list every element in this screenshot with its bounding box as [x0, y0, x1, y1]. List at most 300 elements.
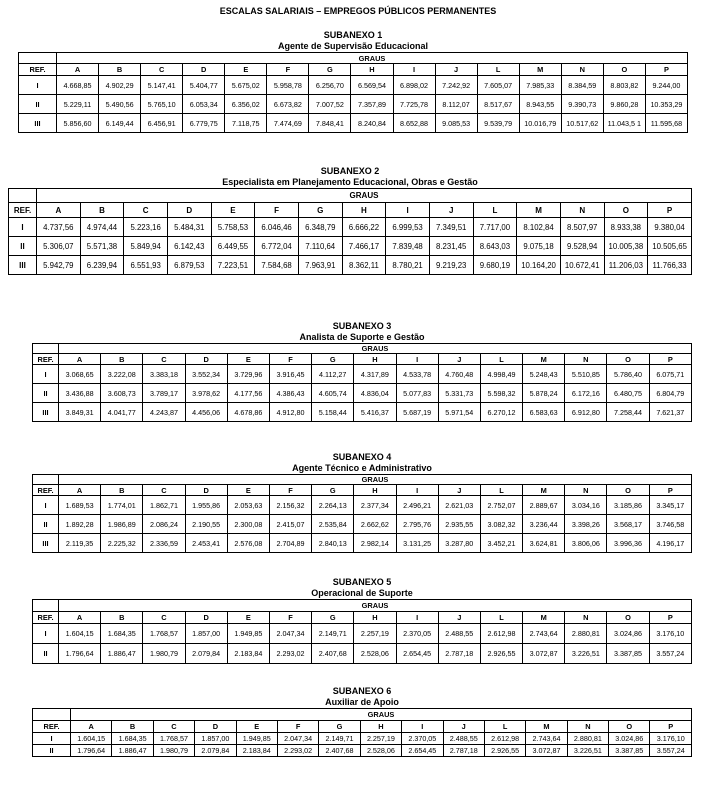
- salary-cell: 1.949,85: [236, 733, 277, 745]
- salary-cell: 11.043,5 1: [603, 114, 645, 133]
- grade-header: G: [312, 612, 354, 624]
- salary-cell: 3.072,87: [526, 745, 567, 757]
- salary-cell: 7.717,00: [473, 218, 517, 237]
- salary-cell: 2.795,76: [396, 515, 438, 534]
- salary-cell: 4.678,86: [227, 403, 269, 422]
- salary-cell: 2.079,84: [195, 745, 236, 757]
- salary-cell: 7.985,33: [519, 76, 561, 95]
- salary-cell: 4.974,44: [80, 218, 124, 237]
- grade-header: P: [650, 721, 692, 733]
- salary-cell: 1.604,15: [59, 624, 101, 644]
- salary-cell: 2.889,67: [523, 496, 565, 515]
- ref-cell: III: [19, 114, 57, 133]
- salary-cell: 5.856,60: [57, 114, 99, 133]
- salary-cell: 5.958,78: [267, 76, 309, 95]
- salary-cell: 2.743,64: [526, 733, 567, 745]
- grade-header: I: [396, 354, 438, 365]
- salary-cell: 3.729,96: [227, 365, 269, 384]
- ref-cell: I: [9, 218, 37, 237]
- ref-header: REF.: [33, 721, 71, 733]
- salary-cell: 4.737,56: [37, 218, 81, 237]
- grade-header: F: [269, 612, 311, 624]
- grade-header: L: [484, 721, 525, 733]
- table-row: [9, 218, 692, 237]
- salary-cell: 4.760,48: [438, 365, 480, 384]
- table-row: [33, 644, 692, 664]
- subanexo-1: [18, 30, 688, 133]
- grade-header: P: [645, 64, 687, 76]
- ref-cell: III: [9, 256, 37, 275]
- salary-cell: 2.407,68: [312, 644, 354, 664]
- salary-cell: 2.654,45: [402, 745, 443, 757]
- grade-header: A: [59, 354, 101, 365]
- salary-cell: 2.293,02: [277, 745, 318, 757]
- salary-cell: 2.225,32: [101, 534, 143, 553]
- salary-cell: 1.986,89: [101, 515, 143, 534]
- grade-header: B: [101, 354, 143, 365]
- salary-cell: 6.270,12: [480, 403, 522, 422]
- salary-cell: 6.456,91: [141, 114, 183, 133]
- salary-cell: 6.053,34: [183, 95, 225, 114]
- salary-cell: 3.034,16: [565, 496, 607, 515]
- grade-header: O: [607, 612, 649, 624]
- salary-cell: 3.222,08: [101, 365, 143, 384]
- salary-cell: 2.086,24: [143, 515, 185, 534]
- salary-cell: 3.978,62: [185, 384, 227, 403]
- salary-cell: 3.383,18: [143, 365, 185, 384]
- grade-header: I: [402, 721, 443, 733]
- salary-cell: 3.746,58: [649, 515, 691, 534]
- salary-cell: 2.982,14: [354, 534, 396, 553]
- grade-header: D: [195, 721, 236, 733]
- salary-table: [8, 188, 692, 275]
- salary-cell: 2.752,07: [480, 496, 522, 515]
- graus-header: GRAUS: [59, 344, 692, 354]
- salary-cell: 1.796,64: [71, 745, 112, 757]
- salary-cell: 7.118,75: [225, 114, 267, 133]
- salary-cell: 3.568,17: [607, 515, 649, 534]
- salary-cell: 7.963,91: [298, 256, 342, 275]
- salary-cell: 4.041,77: [101, 403, 143, 422]
- salary-cell: 7.725,78: [393, 95, 435, 114]
- salary-cell: 3.436,88: [59, 384, 101, 403]
- table-row: [19, 76, 688, 95]
- salary-cell: 2.612,98: [484, 733, 525, 745]
- salary-cell: 2.621,03: [438, 496, 480, 515]
- grade-header: G: [309, 64, 351, 76]
- salary-cell: 3.082,32: [480, 515, 522, 534]
- grade-header: P: [649, 354, 691, 365]
- grade-header: M: [526, 721, 567, 733]
- subanexo-title: Analista de Suporte e Gestão: [299, 332, 425, 342]
- ref-cell: II: [33, 644, 59, 664]
- grade-header: H: [360, 721, 401, 733]
- salary-cell: 2.079,84: [185, 644, 227, 664]
- grade-header: I: [396, 485, 438, 496]
- salary-cell: 8.240,84: [351, 114, 393, 133]
- salary-cell: 8.933,38: [604, 218, 648, 237]
- grade-header: P: [649, 485, 691, 496]
- salary-cell: 9.860,28: [603, 95, 645, 114]
- grade-header: H: [354, 354, 396, 365]
- grade-header: F: [277, 721, 318, 733]
- subanexo-3: [32, 321, 692, 422]
- grade-header: O: [603, 64, 645, 76]
- grade-header: B: [99, 64, 141, 76]
- grade-header: E: [227, 354, 269, 365]
- grade-header: C: [153, 721, 194, 733]
- salary-cell: 2.047,34: [269, 624, 311, 644]
- salary-cell: 8.112,07: [435, 95, 477, 114]
- table-row: [33, 496, 692, 515]
- subanexo-heading: SUBANEXO 3: [332, 321, 392, 331]
- salary-cell: 7.474,69: [267, 114, 309, 133]
- salary-cell: 6.239,94: [80, 256, 124, 275]
- salary-cell: 6.348,79: [298, 218, 342, 237]
- salary-cell: 1.857,00: [185, 624, 227, 644]
- salary-cell: 1.768,57: [153, 733, 194, 745]
- grade-header: B: [80, 203, 124, 218]
- subanexo-heading: SUBANEXO 2: [320, 166, 380, 176]
- salary-cell: 8.643,03: [473, 237, 517, 256]
- grade-header: P: [649, 612, 691, 624]
- ref-cell: II: [19, 95, 57, 114]
- salary-cell: 2.535,84: [312, 515, 354, 534]
- salary-cell: 7.110,64: [298, 237, 342, 256]
- salary-cell: 3.185,86: [607, 496, 649, 515]
- salary-cell: 2.407,68: [319, 745, 360, 757]
- salary-cell: 2.528,06: [360, 745, 401, 757]
- salary-cell: 3.068,65: [59, 365, 101, 384]
- salary-cell: 4.177,56: [227, 384, 269, 403]
- table-row: [19, 114, 688, 133]
- grade-header: L: [473, 203, 517, 218]
- salary-cell: 11.595,68: [645, 114, 687, 133]
- salary-cell: 5.571,38: [80, 237, 124, 256]
- salary-cell: 7.242,92: [435, 76, 477, 95]
- salary-cell: 3.557,24: [650, 745, 692, 757]
- grade-header: B: [101, 612, 143, 624]
- salary-cell: 8.102,84: [517, 218, 561, 237]
- grade-header: B: [112, 721, 153, 733]
- grade-header: C: [143, 354, 185, 365]
- salary-cell: 8.943,55: [519, 95, 561, 114]
- salary-cell: 2.257,19: [354, 624, 396, 644]
- table-row: [33, 745, 692, 757]
- salary-cell: 8.780,21: [386, 256, 430, 275]
- grade-header: G: [312, 485, 354, 496]
- table-row: [33, 534, 692, 553]
- grade-header: L: [480, 354, 522, 365]
- graus-header: GRAUS: [37, 189, 692, 203]
- salary-cell: 2.293,02: [269, 644, 311, 664]
- salary-cell: 5.765,10: [141, 95, 183, 114]
- salary-cell: 1.980,79: [143, 644, 185, 664]
- grade-header: A: [59, 612, 101, 624]
- salary-cell: 2.156,32: [269, 496, 311, 515]
- salary-cell: 3.608,73: [101, 384, 143, 403]
- salary-table: [32, 474, 692, 553]
- salary-cell: 8.803,82: [603, 76, 645, 95]
- ref-cell: II: [33, 515, 59, 534]
- salary-cell: 3.345,17: [649, 496, 691, 515]
- grade-header: E: [236, 721, 277, 733]
- salary-cell: 2.257,19: [360, 733, 401, 745]
- subanexo-title: Especialista em Planejamento Educacional, Obras e Gestão: [222, 177, 478, 187]
- grade-header: F: [255, 203, 299, 218]
- salary-cell: 2.053,63: [227, 496, 269, 515]
- salary-cell: 9.085,53: [435, 114, 477, 133]
- salary-cell: 1.955,86: [185, 496, 227, 515]
- ref-cell: I: [33, 365, 59, 384]
- salary-cell: 5.598,32: [480, 384, 522, 403]
- salary-cell: 6.999,53: [386, 218, 430, 237]
- salary-cell: 5.077,83: [396, 384, 438, 403]
- ref-header: REF.: [9, 203, 37, 218]
- subanexo-title: Auxiliar de Apoio: [325, 697, 399, 707]
- salary-cell: 1.774,01: [101, 496, 143, 515]
- salary-cell: 6.569,54: [351, 76, 393, 95]
- salary-cell: 5.490,56: [99, 95, 141, 114]
- salary-cell: 6.149,44: [99, 114, 141, 133]
- subanexo-4: [32, 452, 692, 553]
- salary-cell: 5.510,85: [565, 365, 607, 384]
- salary-cell: 2.119,35: [59, 534, 101, 553]
- ref-header: REF.: [19, 64, 57, 76]
- grade-header: N: [565, 612, 607, 624]
- grade-header: O: [609, 721, 650, 733]
- salary-cell: 1.980,79: [153, 745, 194, 757]
- salary-cell: 6.666,22: [342, 218, 386, 237]
- salary-cell: 4.912,80: [269, 403, 311, 422]
- salary-cell: 1.949,85: [227, 624, 269, 644]
- salary-cell: 2.453,41: [185, 534, 227, 553]
- salary-table: [32, 708, 692, 757]
- salary-cell: 2.415,07: [269, 515, 311, 534]
- salary-cell: 6.804,79: [649, 384, 691, 403]
- salary-cell: 8.362,11: [342, 256, 386, 275]
- grade-header: D: [185, 354, 227, 365]
- grade-header: D: [185, 485, 227, 496]
- salary-cell: 3.624,81: [523, 534, 565, 553]
- grade-header: N: [561, 64, 603, 76]
- grade-header: M: [523, 612, 565, 624]
- salary-cell: 3.176,10: [650, 733, 692, 745]
- salary-cell: 7.466,17: [342, 237, 386, 256]
- graus-header: GRAUS: [59, 600, 692, 612]
- document-title: ESCALAS SALARIAIS – EMPREGOS PÚBLICOS PERMANENTES: [219, 6, 497, 16]
- grade-header: L: [477, 64, 519, 76]
- table-row: [9, 237, 692, 256]
- subanexo-title: Agente de Supervisão Educacional: [277, 41, 429, 51]
- salary-cell: 6.898,02: [393, 76, 435, 95]
- salary-cell: 10.353,29: [645, 95, 687, 114]
- salary-cell: 3.452,21: [480, 534, 522, 553]
- salary-cell: 5.942,79: [37, 256, 81, 275]
- table-row: [9, 256, 692, 275]
- salary-cell: 2.183,84: [236, 745, 277, 757]
- grade-header: A: [57, 64, 99, 76]
- salary-cell: 1.857,00: [195, 733, 236, 745]
- grade-header: F: [269, 354, 311, 365]
- salary-cell: 4.112,27: [312, 365, 354, 384]
- salary-cell: 3.557,24: [649, 644, 691, 664]
- salary-cell: 6.256,70: [309, 76, 351, 95]
- grade-header: E: [211, 203, 255, 218]
- salary-cell: 8.517,67: [477, 95, 519, 114]
- salary-cell: 3.287,80: [438, 534, 480, 553]
- salary-table: [18, 52, 688, 133]
- salary-cell: 2.488,55: [438, 624, 480, 644]
- salary-cell: 5.758,53: [211, 218, 255, 237]
- salary-cell: 3.131,25: [396, 534, 438, 553]
- salary-cell: 4.533,78: [396, 365, 438, 384]
- grade-header: G: [298, 203, 342, 218]
- ref-cell: II: [33, 745, 71, 757]
- salary-cell: 2.377,34: [354, 496, 396, 515]
- salary-cell: 5.158,44: [312, 403, 354, 422]
- salary-cell: 1.892,28: [59, 515, 101, 534]
- salary-cell: 9.680,19: [473, 256, 517, 275]
- corner-cell: [9, 189, 37, 203]
- salary-cell: 9.528,94: [560, 237, 604, 256]
- salary-cell: 7.223,51: [211, 256, 255, 275]
- ref-header: REF.: [33, 612, 59, 624]
- salary-cell: 2.654,45: [396, 644, 438, 664]
- table-row: [33, 384, 692, 403]
- grade-header: N: [565, 354, 607, 365]
- subanexo-heading: SUBANEXO 4: [332, 452, 392, 462]
- salary-cell: 6.046,46: [255, 218, 299, 237]
- salary-cell: 7.848,41: [309, 114, 351, 133]
- salary-cell: 6.480,75: [607, 384, 649, 403]
- salary-cell: 7.349,51: [429, 218, 473, 237]
- salary-cell: 6.772,04: [255, 237, 299, 256]
- ref-header: REF.: [33, 354, 59, 365]
- grade-header: J: [438, 354, 480, 365]
- salary-cell: 2.264,13: [312, 496, 354, 515]
- ref-cell: I: [33, 733, 71, 745]
- salary-cell: 3.024,86: [609, 733, 650, 745]
- grade-header: J: [438, 485, 480, 496]
- salary-cell: 7.621,37: [649, 403, 691, 422]
- salary-cell: 1.689,53: [59, 496, 101, 515]
- salary-cell: 2.149,71: [312, 624, 354, 644]
- salary-cell: 2.880,81: [565, 624, 607, 644]
- salary-cell: 3.552,34: [185, 365, 227, 384]
- grade-header: O: [604, 203, 648, 218]
- salary-cell: 6.142,43: [167, 237, 211, 256]
- salary-cell: 3.387,85: [607, 644, 649, 664]
- corner-cell: [33, 475, 59, 485]
- salary-cell: 2.183,84: [227, 644, 269, 664]
- grade-header: I: [386, 203, 430, 218]
- salary-cell: 9.390,73: [561, 95, 603, 114]
- grade-header: A: [71, 721, 112, 733]
- salary-cell: 2.880,81: [567, 733, 608, 745]
- salary-cell: 10.505,65: [648, 237, 692, 256]
- salary-cell: 6.075,71: [649, 365, 691, 384]
- salary-cell: 2.662,62: [354, 515, 396, 534]
- subanexo-2: [8, 166, 692, 275]
- salary-cell: 7.007,52: [309, 95, 351, 114]
- salary-cell: 1.796,64: [59, 644, 101, 664]
- grade-header: F: [267, 64, 309, 76]
- grade-header: C: [143, 485, 185, 496]
- salary-cell: 1.768,57: [143, 624, 185, 644]
- salary-cell: 3.916,45: [269, 365, 311, 384]
- ref-cell: I: [33, 496, 59, 515]
- salary-cell: 5.223,16: [124, 218, 168, 237]
- salary-cell: 4.196,17: [649, 534, 691, 553]
- salary-cell: 8.652,88: [393, 114, 435, 133]
- salary-cell: 4.456,06: [185, 403, 227, 422]
- grade-header: M: [523, 354, 565, 365]
- grade-header: I: [393, 64, 435, 76]
- salary-cell: 6.879,53: [167, 256, 211, 275]
- grade-header: N: [565, 485, 607, 496]
- salary-cell: 2.612,98: [480, 624, 522, 644]
- salary-cell: 2.336,59: [143, 534, 185, 553]
- corner-cell: [33, 709, 71, 721]
- salary-cell: 3.789,17: [143, 384, 185, 403]
- subanexo-heading: SUBANEXO 1: [323, 30, 383, 40]
- salary-cell: 5.687,19: [396, 403, 438, 422]
- salary-cell: 1.886,47: [112, 745, 153, 757]
- salary-cell: 3.226,51: [567, 745, 608, 757]
- salary-cell: 7.839,48: [386, 237, 430, 256]
- grade-header: H: [354, 612, 396, 624]
- grade-header: C: [124, 203, 168, 218]
- ref-header: REF.: [33, 485, 59, 496]
- salary-cell: 2.190,55: [185, 515, 227, 534]
- salary-cell: 3.849,31: [59, 403, 101, 422]
- grade-header: C: [143, 612, 185, 624]
- salary-cell: 7.357,89: [351, 95, 393, 114]
- salary-cell: 6.449,55: [211, 237, 255, 256]
- grade-header: N: [560, 203, 604, 218]
- salary-cell: 2.840,13: [312, 534, 354, 553]
- corner-cell: [33, 344, 59, 354]
- grade-header: J: [429, 203, 473, 218]
- salary-cell: 3.024,86: [607, 624, 649, 644]
- salary-cell: 8.384,59: [561, 76, 603, 95]
- grade-header: A: [59, 485, 101, 496]
- salary-cell: 9.539,79: [477, 114, 519, 133]
- subanexo-heading: SUBANEXO 6: [332, 686, 392, 696]
- salary-cell: 2.528,06: [354, 644, 396, 664]
- grade-header: B: [101, 485, 143, 496]
- corner-cell: [33, 600, 59, 612]
- salary-cell: 9.075,18: [517, 237, 561, 256]
- salary-cell: 3.176,10: [649, 624, 691, 644]
- salary-cell: 3.806,06: [565, 534, 607, 553]
- grade-header: L: [480, 612, 522, 624]
- salary-cell: 3.072,87: [523, 644, 565, 664]
- salary-cell: 5.786,40: [607, 365, 649, 384]
- subanexo-5: [32, 577, 692, 664]
- salary-cell: 1.684,35: [101, 624, 143, 644]
- salary-cell: 3.996,36: [607, 534, 649, 553]
- salary-cell: 2.926,55: [484, 745, 525, 757]
- ref-cell: I: [19, 76, 57, 95]
- salary-cell: 9.244,00: [645, 76, 687, 95]
- salary-cell: 2.704,89: [269, 534, 311, 553]
- salary-cell: 1.604,15: [71, 733, 112, 745]
- salary-cell: 6.356,02: [225, 95, 267, 114]
- grade-header: D: [183, 64, 225, 76]
- grade-header: A: [37, 203, 81, 218]
